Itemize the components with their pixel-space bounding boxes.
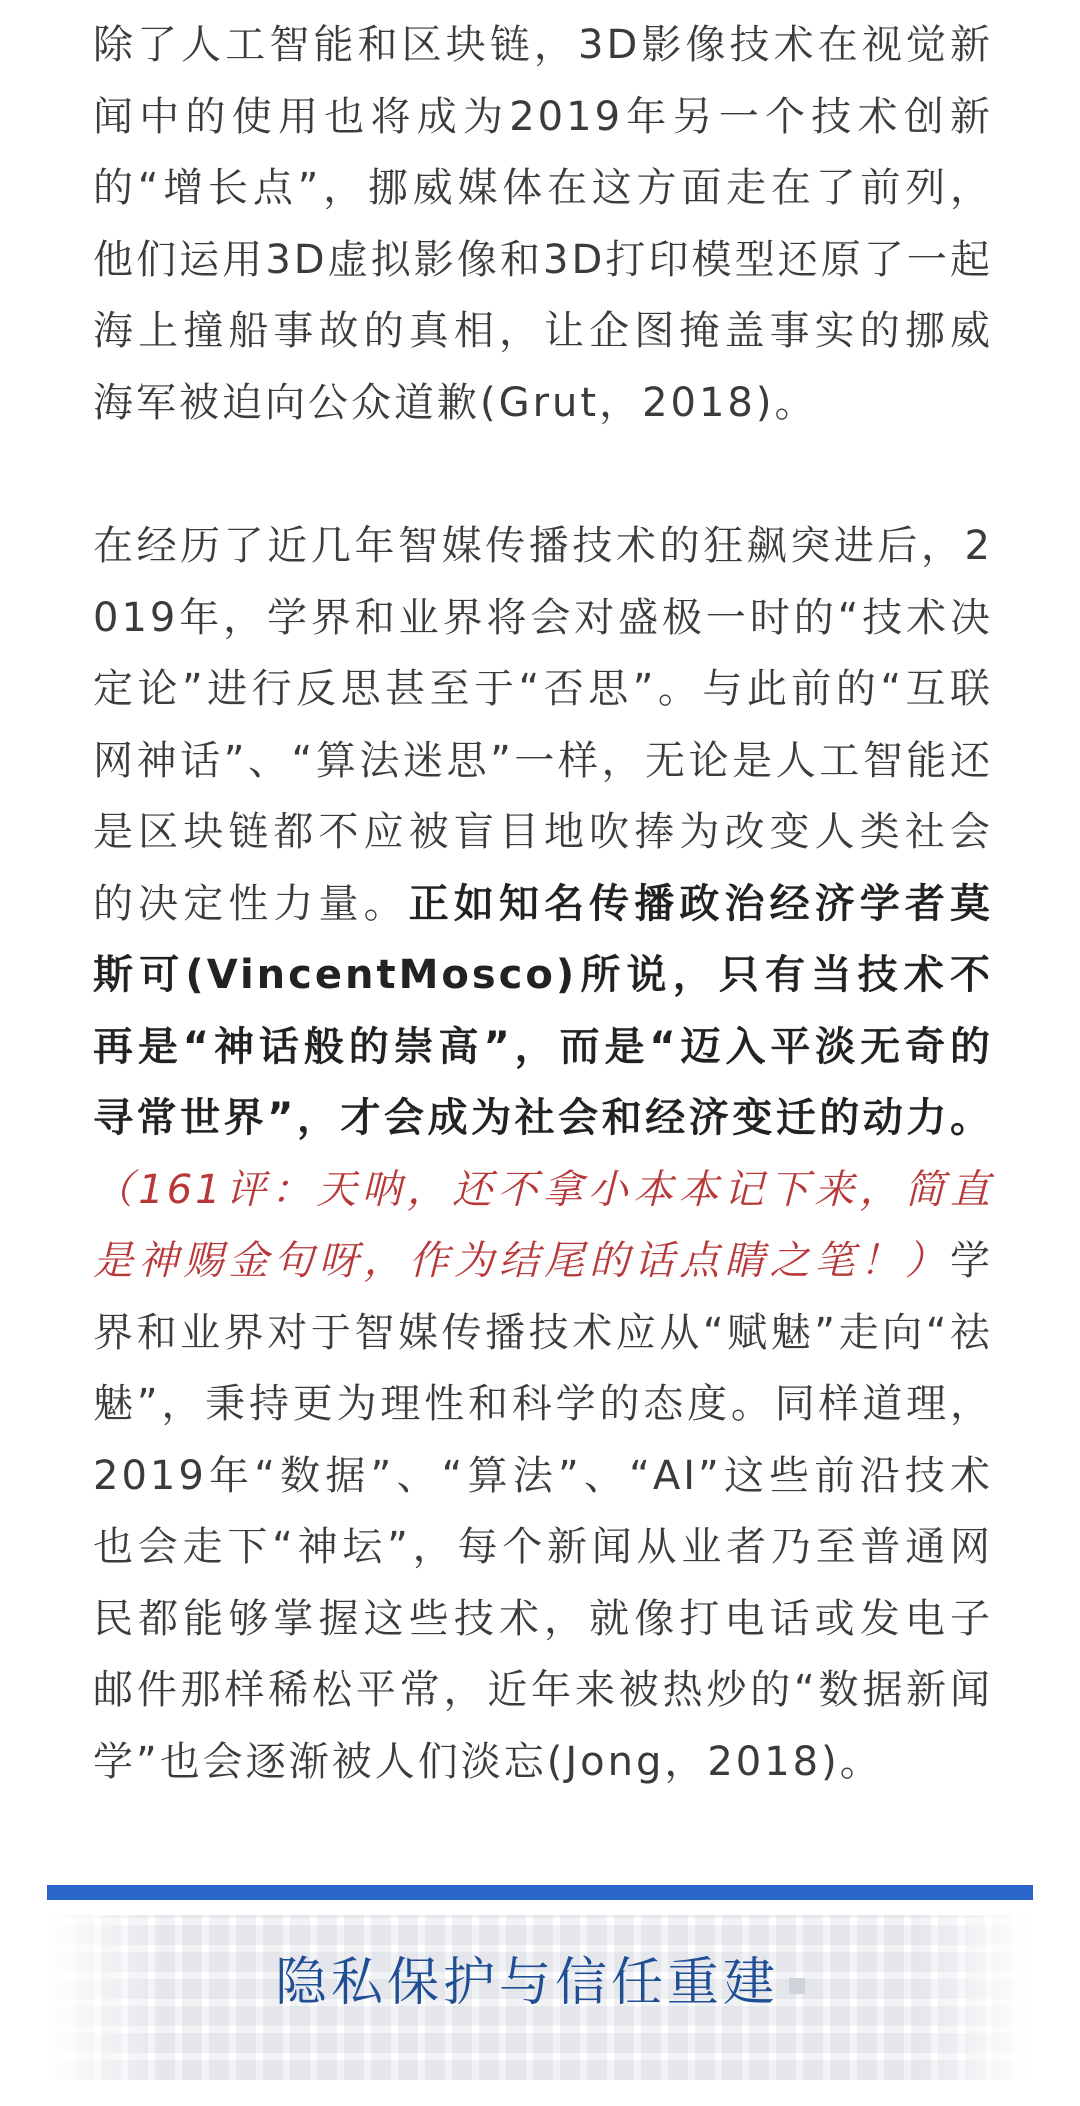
article-body — [93, 10, 993, 1798]
paragraph-text: 在经历了近几年智媒传播技术的狂飙突进后，2019年，学界和业界将会对盛极一时的“技术决定论”进行反思甚至于“否思”。与此前的“互联网神话”、“算法迷思”一样，无论是人工智能还是区块链都不应被盲目地吹捧为改变人类社会的决定性力量。 — [93, 523, 993, 927]
section-accent-bar — [47, 1885, 1033, 1900]
paragraph-technology-determinism — [93, 511, 993, 1798]
bold-quote: 正如知名传播政治经济学者莫斯可(VincentMosco)所说，只有当技术不再是“神话般的崇高”，而是“迈入平淡无奇的寻常世界”，才会成为社会和经济变迁的动力。 — [93, 880, 994, 1141]
paragraph-3d-imaging: 除了人工智能和区块链，3D影像技术在视觉新闻中的使用也将成为2019年另一个技术创新的“增长点”，挪威媒体在这方面走在了前列，他们运用3D虚拟影像和3D打印模型还原了一起海上撞船事故的真相，让企图掩盖事实的挪威海军被迫向公众道歉(Grut，2018)。 — [93, 22, 993, 426]
section-title-text: 隐私保护与信任重建 — [274, 1953, 779, 2013]
paragraph-text-continued: 学界和业界对于智媒传播技术应从“赋魅”走向“祛魅”，秉持更为理性和科学的态度。同样道理，2019年“数据”、“算法”、“AI”这些前沿技术也会走下“神坛”，每个新闻从业者乃至普通网民都能够掌握这些技术，就像打电话或发电子邮件那样稀松平常，近年来被热炒的“数据新闻学”也会逐渐被人们淡忘(Jong，2018)。 — [93, 1238, 993, 1785]
section-title — [47, 1947, 1033, 2019]
square-decoration-icon — [789, 1978, 805, 1994]
section-header — [47, 1885, 1033, 2080]
editor-comment: （161评：天呐，还不拿小本本记下来，简直是神赐金句呀，作为结尾的话点睛之笔！） — [93, 1166, 993, 1284]
